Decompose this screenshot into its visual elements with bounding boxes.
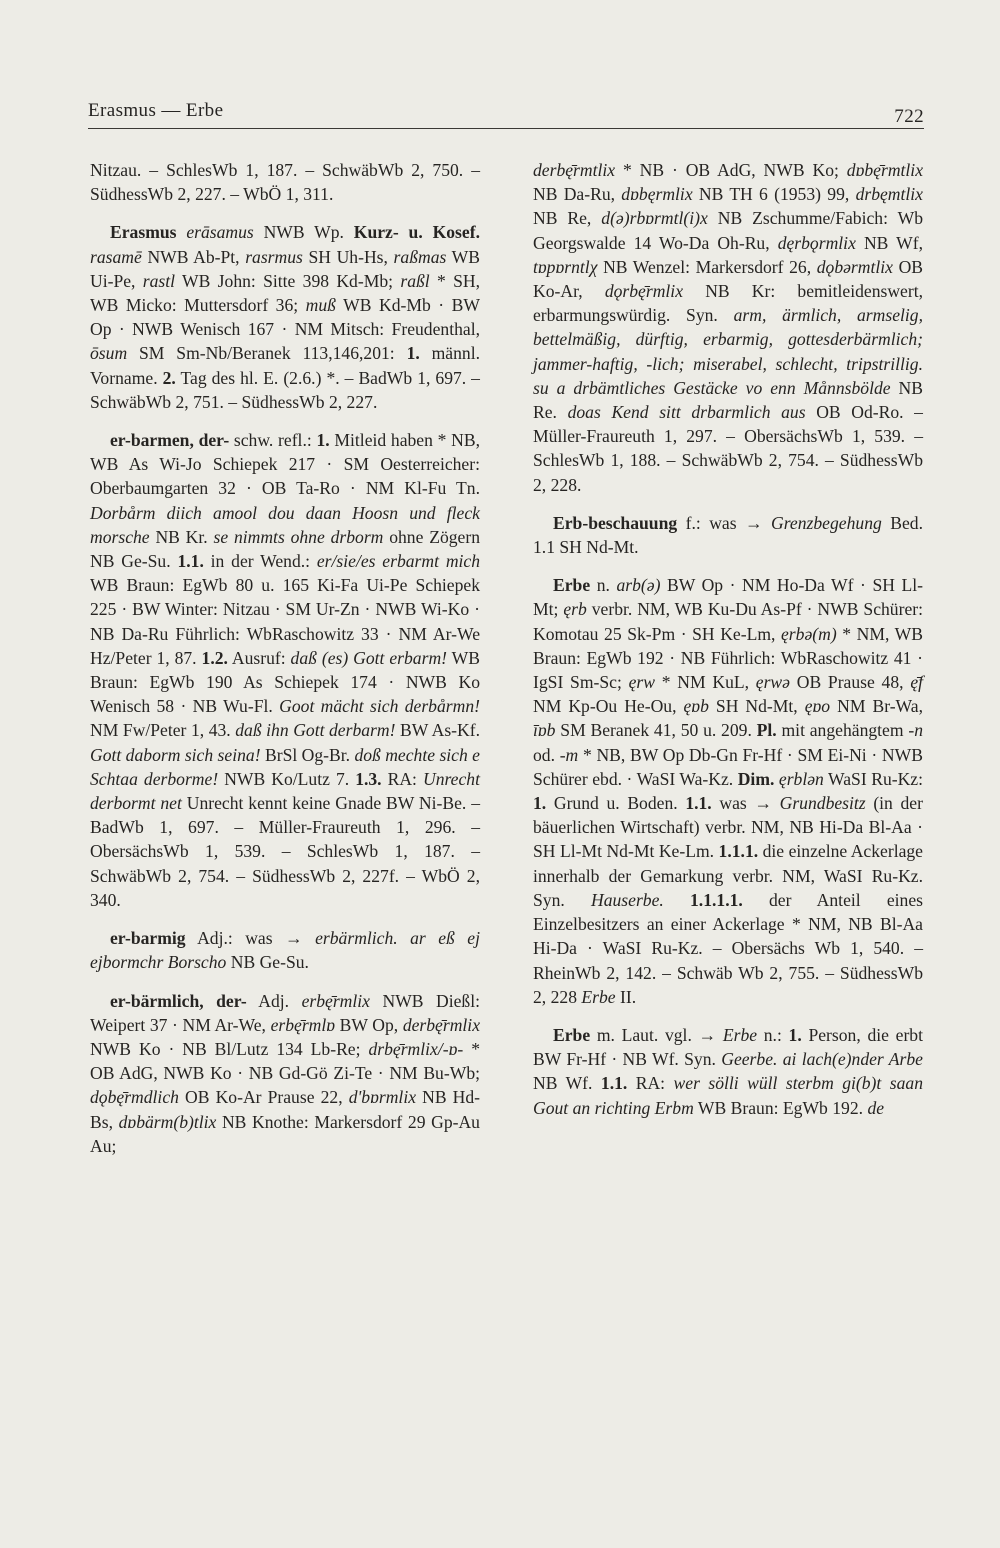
entry-text: BW Op · NM Ho-Da Wf · SH Ll-Mt; [533,575,924,620]
entry-text: NB Kr. [155,526,208,547]
entry-text: NB Wf. [533,1073,593,1094]
sense-number: 1. [533,793,547,814]
entry-text: NB Ge-Su. [230,952,309,973]
entry-continuation [90,158,480,206]
entry-form: ōsum [90,343,128,364]
entry-text: NB Knothe: Markersdorf 29 Gp-Au Au; [90,1111,480,1156]
entry-form: ęrw [628,672,655,693]
entry-text: WB Braun: EgWb 192. [697,1097,864,1118]
entry-form: arb(ə) [616,575,661,596]
entry-text: * NB, BW Op Db-Gn Fr-Hf · SM Ei-Ni · NWB Schürer ebd. · WaSI Wa-Kz. [533,744,923,789]
entry-text: SH Uh-Hs, [308,246,388,267]
entry-text: OB Prause 48, [796,672,904,693]
entry-er-baermlich [90,989,480,1158]
entry-headword: er-bärmlich, der- [110,990,247,1011]
sense-number: 1.1. [685,793,712,814]
entry-label: Pl. [756,720,777,741]
entry-form: ęɒb [683,696,709,717]
entry-crossref: Erbe [581,986,616,1007]
entry-continuation [533,158,923,497]
entry-text: Tag des hl. E. (2.6.) *. – BadWb 1, 697. – SchwäbWb 2, 751. – SüdhessWb 2, 227. [90,367,480,412]
entry-crossref: Grundbesitz [779,793,866,814]
entry-erb-beschauung [533,511,923,559]
entry-erbe-n [533,573,923,1009]
entry-form: īɒb [533,720,556,741]
sense-number: 1.1.1.1. [690,889,743,910]
entry-crossref: Grenzbegehung [771,512,882,533]
entry-text: WB John: Sitte 398 Kd-Mb; [182,270,394,291]
entry-text: * NM KuL, [661,672,750,693]
entry-text: BW As-Kf. [400,720,480,741]
entry-example: Goot mächt sich derbårmn! [279,696,480,717]
entry-label: Kurz- u. Kosef. [353,222,480,243]
entry-headword: er-barmen, der- [110,430,230,451]
entry-form: -m [559,744,579,765]
entry-form: ęrwə [755,672,790,693]
entry-example: Dorbårm diich amool dou daan Hoosn und fleck morsche [90,502,480,547]
entry-text: od. [533,744,555,765]
entry-example: er/sie/es erbarmt mich [316,551,481,572]
entry-text: was → [719,793,772,814]
entry-synonyms: Hauserbe. [590,889,664,910]
entry-text: mit angehängtem [781,720,904,741]
entry-text: der Anteil eines Einzelbesitzers an einer Ackerlage * NM, NB Bl-Aa Hi-Da · WaSI Ru-Kz. – Obersächs Wb 1, 540. – RheinWb 2, 142. – Schwäb Wb 2, 755. – SüdhessWb 2, 228 [533,889,923,1007]
entry-text: OB Od-Ro. – Müller-Fraureuth 1, 297. – ObersächsWb 1, 539. – SchlesWb 1, 188. – SchwäbWb 2, 754. – SüdhessWb 2, 228. [533,402,923,495]
entry-text: Unrecht kennt keine Gnade BW Ni-Be. – BadWb 1, 697. – Müller-Fraureuth 1, 296. – ObersächsWb 1, 539. – SchlesWb 1, 187. – SchwäbWb 2, 754. – SüdhessWb 2, 227f. – WbÖ 2, 340. [90,793,480,910]
sense-number: 1. [316,430,330,451]
entry-text: NB Wenzel: Markersdorf 26, [603,256,812,277]
entry-example: doas Kend sitt drbarmlich aus [567,402,806,423]
entry-form: ęrb [563,599,587,620]
entry-text: NWB Ab-Pt, [147,246,240,267]
entry-text: NM Fw/Peter 1, 43. [90,720,231,741]
entry-form: ęrbə(m) [781,623,837,644]
entry-form: muß [305,295,336,316]
entry-form: rastl [142,270,176,291]
entry-text: NB Zschumme/Fabich: Wb Georgswalde 14 Wo-Da Oh-Ru, [533,208,923,253]
right-column [533,158,923,1134]
entry-example: erbärmlich. ar eß ej ejbormchr Borscho [90,928,480,973]
entry-text: WB Kd-Mb · BW Op · NWB Wenisch 167 · NM Mitsch: Freudenthal, [90,295,480,340]
entry-text: NB Re, [533,208,592,229]
entry-form: erbę̄rmlɒ [270,1014,336,1035]
entry-form: ęrblən [778,768,824,789]
entry-text: OB Ko-Ar Prause 22, [185,1087,343,1108]
entry-text: NB Da-Ru, [533,184,616,205]
entry-example: doß mechte sich e Schtaa derborme! [90,744,480,789]
entry-text: verbr. NM, WB Ku-Du As-Pf · NWB Schürer: Komotau 25 Sk-Pm · SH Ke-Lm, [533,599,924,644]
entry-text: WaSI Ru-Kz: [828,768,923,789]
entry-headword: Erbe [553,1024,591,1045]
entry-text: NM Kp-Ou He-Ou, [533,696,677,717]
entry-headword: Erbe [553,575,591,596]
entry-text: BW Op, [339,1014,399,1035]
sense-number: 1.3. [355,768,382,789]
entry-text: Mitleid haben * NB, WB As Wi-Jo Schiepek 217 · SM Oesterreicher: Oberbaumgarten 32 · OB Ta-Ro · NM Kl-Fu Tn. [90,430,480,499]
entry-text: männl. Vorname. [90,343,480,388]
entry-form: rasrmus [245,246,303,267]
entry-form: tɒpɒrntlχ [533,256,598,277]
entry-headword: Erasmus [110,222,177,243]
entry-example: wer sölli wüll sterbm gi(b)t saan Gout an richting Erbm [533,1073,923,1118]
entry-form: dɒbę̄rmtlix [846,160,924,180]
entry-text: n.: [763,1024,782,1045]
entry-text: * OB AdG, NWB Ko · NB Gd-Gö Zi-Te · NM Bu-Wb; [90,1038,480,1084]
sense-number: 1.1.1. [718,841,759,862]
sense-number: 1. [406,343,420,364]
entry-form: dɒbęrmlix [621,184,693,205]
entry-text: ohne Zögern NB Ge-Su. [90,526,481,572]
entry-form: drbę̄rmlix/-ɒ- [368,1038,464,1059]
entry-er-barmig [90,926,480,974]
entry-form: raßl [400,270,430,291]
entry-text: NWB Dießl: Weipert 37 · NM Ar-We, [90,990,480,1035]
entry-form: dǫrbę̄rmlix [604,281,683,302]
entry-text: * NM, WB Braun: EgWb 192 · NB Führlich: WbRaschowitz 41 · IgSI Sm-Sc; [533,623,923,693]
entry-text: Grund u. Boden. [553,793,678,814]
entry-text: Adj. [258,990,290,1011]
entry-text: n. [596,575,610,596]
entry-text: NB Re. [533,377,923,423]
sense-number: 1.1. [600,1073,628,1094]
entry-form: -n [908,720,923,741]
running-head-title: Erasmus — Erbe [88,100,224,121]
entry-text: * SH, WB Micko: Muttersdorf 36; [90,270,481,316]
entry-text: Bed. 1.1 SH Nd-Mt. [533,512,923,558]
entry-text: SM Beranek 41, 50 u. 209. [560,720,752,741]
entry-erasmus [90,220,480,414]
entry-example: Unrecht derbormt net [90,768,480,814]
entry-example: daß ihn Gott derbarm! [235,720,396,741]
entry-erbe-m [533,1023,923,1120]
entry-form: derbę̄rmlix [402,1014,481,1035]
entry-text: RA: [635,1073,666,1094]
entry-text: NWB Ko/Lutz 7. [224,768,350,789]
entry-text: SM Sm-Nb/Beranek 113,146,201: [139,343,395,364]
sense-number: 2. [162,367,176,388]
sense-number: 1. [788,1024,802,1045]
entry-form: dǫbərmtlix [816,256,893,277]
entry-headword: Erb-beschauung [553,512,678,533]
entry-text: NM Br-Wa, [837,696,923,717]
entry-text: in der Wend.: [210,551,311,572]
entry-er-barmen [90,428,480,912]
entry-form: d(ə)rbɒrmtl(i)x [601,208,708,229]
entry-form: ęɒo [804,696,831,717]
entry-text: WB Braun: EgWb 80 u. 165 Ki-Fa Ui-Pe Schiepek 225 · BW Winter: Nitzau · SM Ur-Zn · NWB Wi-Ko · NB Da-Ru Führlich: WbRaschowitz 33 · NM Ar-We Hz/Peter 1, 87. [90,575,480,668]
entry-text: NB TH 6 (1953) 99, [698,184,850,205]
entry-text: Nitzau. – SchlesWb 1, 187. – SchwäbWb 2, 750. – SüdhessWb 2, 227. – WbÖ 1, 311. [90,160,480,205]
entry-example: Gott daborm sich seina! [90,744,261,765]
entry-text: * NB · OB AdG, NWB Ko; [622,160,839,180]
entry-text: NWB Ko · NB Bl/Lutz 134 Lb-Re; [90,1038,361,1059]
entry-text: WB Braun: EgWb 190 As Schiepek 174 · NWB Ko Wenisch 58 · NB Wu-Fl. [90,647,480,717]
entry-example: Geerbe. ai lach(e)nder Arbe [721,1049,923,1070]
sense-number: 1.2. [201,647,228,668]
entry-text: WB Ui-Pe, [90,246,480,291]
entry-text: BrSl Og-Br. [264,744,351,765]
entry-text: (in der bäuerlichen Wirtschaft) verbr. NM, NB Hi-Da Bl-Aa · SH Ll-Mt Nd-Mt Ke-Lm. [533,793,923,862]
entry-text: NB Wf, [863,232,923,253]
entry-form: dęrbǫrmlix [777,232,856,253]
entry-text: Person, die erbt BW Fr-Hf · NB Wf. Syn. [533,1024,923,1070]
entry-example: se nimmts ohne drborm [213,526,384,547]
entry-form: derbę̄rmtlix [533,160,616,180]
entry-form: drbęmtlix [855,184,923,205]
entry-form: dǫbę̄rmdlich [90,1087,179,1108]
entry-text: m. Laut. vgl. → [596,1024,717,1045]
entry-text: f.: was → [685,512,763,533]
entry-form: dɒbärm(b)tlix [118,1111,217,1132]
entry-text: NWB Wp. [263,222,344,243]
entry-text: II. [620,986,637,1007]
entry-text: Adj.: was → [197,928,303,949]
entry-text: OB Ko-Ar, [533,256,924,302]
entry-text: schw. refl.: [233,430,312,451]
entry-form: raßmas [393,246,447,267]
entry-text: die einzelne Ackerlage innerhalb der Gemarkung verbr. NM, WaSI Ru-Kz. Syn. [533,841,923,910]
entry-form: erāsamus [186,222,254,243]
page-number: 722 [894,106,924,127]
entry-example: de [867,1097,885,1118]
header-rule [88,128,924,129]
entry-text: NB Hd-Bs, [90,1087,481,1132]
sense-number: 1.1. [177,551,204,572]
left-column [90,158,480,1172]
entry-form: rasamē [90,246,142,267]
entry-form: d'bɒrmlix [348,1087,417,1108]
entry-label: Dim. [737,768,775,789]
entry-text: NB Kr: bemitleidenswert, erbarmungswürdig. Syn. [533,281,923,326]
entry-text: SH Nd-Mt, [715,696,798,717]
entry-headword: er-barmig [110,928,186,949]
entry-text: RA: [387,768,417,789]
entry-synonyms: arm, ärmlich, armselig, bettelmäßig, dürftig, erbarmig, gottesderbärmlich; jammer-haftig, -lich; miserabel, schlecht, tripstrillig. su a drbämtliches Gestäcke vo enn Månnsbölde [533,305,923,398]
entry-text: Ausruf: [231,647,286,668]
entry-form: erbę̄rmlix [301,990,370,1011]
entry-form: ę̄f [910,672,924,693]
entry-crossref: Erbe [722,1024,758,1045]
entry-example: daß (es) Gott erbarm! [290,647,448,668]
